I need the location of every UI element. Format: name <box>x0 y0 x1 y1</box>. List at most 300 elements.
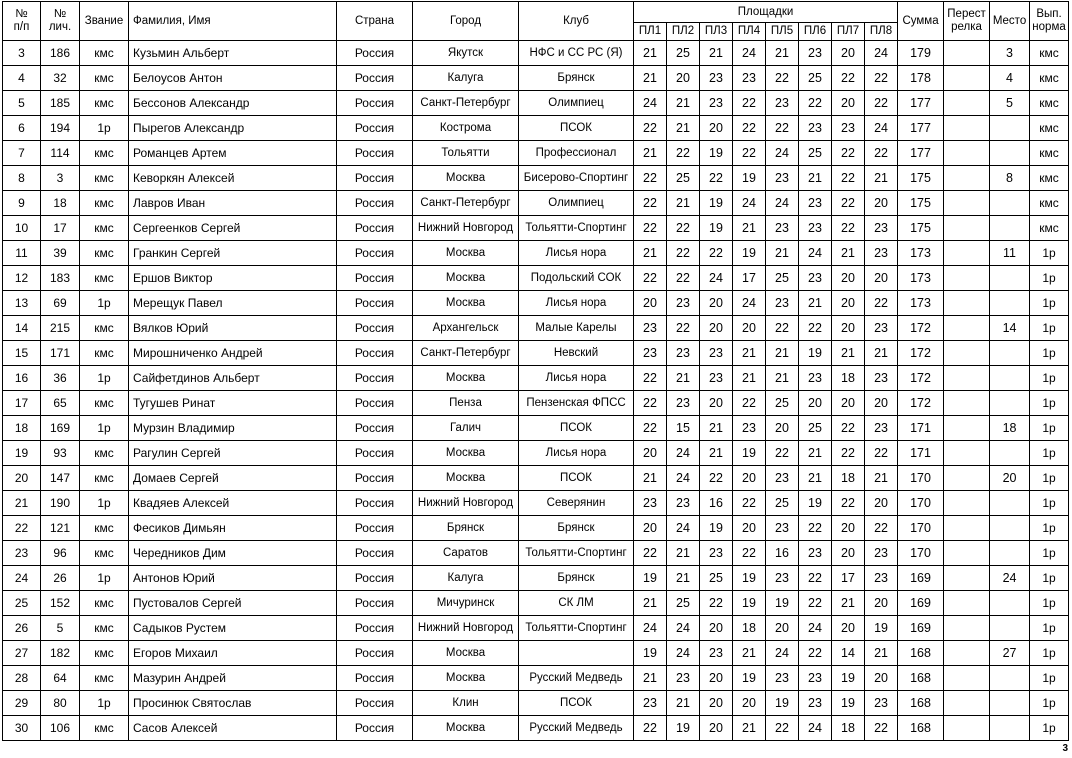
row-score-cell: 21 <box>634 41 667 66</box>
row-place-cell: 20 <box>990 466 1030 491</box>
row-place-cell: 11 <box>990 241 1030 266</box>
row-club-cell: Бисерово-Спортинг <box>519 166 634 191</box>
row-country-cell: Россия <box>337 91 413 116</box>
row-norm-cell: 1р <box>1030 541 1069 566</box>
row-score-cell: 22 <box>667 241 700 266</box>
row-score-cell: 22 <box>634 416 667 441</box>
table-row <box>3 491 1069 516</box>
row-score-cell: 22 <box>865 141 898 166</box>
table-row <box>3 416 1069 441</box>
row-score-cell: 22 <box>766 66 799 91</box>
row-shootoff-cell <box>944 716 990 741</box>
row-norm-cell: кмс <box>1030 41 1069 66</box>
header-num-text: № п/п <box>13 8 30 33</box>
row-norm-cell: кмс <box>1030 216 1069 241</box>
row-score-cell: 23 <box>634 316 667 341</box>
row-place-cell <box>990 216 1030 241</box>
row-place-cell <box>990 716 1030 741</box>
row-club-cell: Русский Медведь <box>519 666 634 691</box>
row-name-cell: Лавров Иван <box>129 191 337 216</box>
row-score-cell: 15 <box>667 416 700 441</box>
row-name-cell: Фесиков Димьян <box>129 516 337 541</box>
row-score-cell: 22 <box>832 141 865 166</box>
header-license <box>41 2 80 41</box>
row-score-cell: 21 <box>733 341 766 366</box>
row-score-cell: 23 <box>634 691 667 716</box>
row-score-cell: 19 <box>634 566 667 591</box>
row-name-cell: Пустовалов Сергей <box>129 591 337 616</box>
row-city-cell: Москва <box>413 441 519 466</box>
row-shootoff-cell <box>944 191 990 216</box>
row-city-cell: Архангельск <box>413 316 519 341</box>
row-score-cell: 22 <box>766 441 799 466</box>
row-city-cell: Пенза <box>413 391 519 416</box>
row-score-cell: 20 <box>700 116 733 141</box>
row-rank-cell: кмс <box>80 716 129 741</box>
row-sum-cell: 172 <box>898 341 944 366</box>
row-country-cell: Россия <box>337 141 413 166</box>
row-score-cell: 21 <box>865 166 898 191</box>
row-name-cell: Ершов Виктор <box>129 266 337 291</box>
row-score-cell: 23 <box>799 266 832 291</box>
row-name-cell: Кузьмин Альберт <box>129 41 337 66</box>
row-score-cell: 20 <box>799 391 832 416</box>
table-row <box>3 516 1069 541</box>
row-name-cell: Садыков Рустем <box>129 616 337 641</box>
row-score-cell: 23 <box>667 291 700 316</box>
row-license-cell: 183 <box>41 266 80 291</box>
row-shootoff-cell <box>944 91 990 116</box>
row-score-cell: 24 <box>667 466 700 491</box>
row-num-cell: 29 <box>3 691 41 716</box>
row-license-cell: 36 <box>41 366 80 391</box>
row-score-cell: 19 <box>832 691 865 716</box>
row-norm-cell: кмс <box>1030 116 1069 141</box>
row-score-cell: 25 <box>700 566 733 591</box>
row-sum-cell: 170 <box>898 541 944 566</box>
row-score-cell: 23 <box>700 66 733 91</box>
row-score-cell: 23 <box>799 666 832 691</box>
row-name-cell: Тугушев Ринат <box>129 391 337 416</box>
row-place-cell <box>990 516 1030 541</box>
row-country-cell: Россия <box>337 191 413 216</box>
row-score-cell: 22 <box>799 591 832 616</box>
row-score-cell: 19 <box>733 566 766 591</box>
row-club-cell: Русский Медведь <box>519 716 634 741</box>
table-row <box>3 91 1069 116</box>
row-score-cell: 24 <box>865 41 898 66</box>
header-shootoff <box>944 2 990 41</box>
row-score-cell: 21 <box>799 466 832 491</box>
row-score-cell: 24 <box>766 141 799 166</box>
row-score-cell: 23 <box>667 491 700 516</box>
row-score-cell: 24 <box>667 441 700 466</box>
row-sum-cell: 170 <box>898 516 944 541</box>
row-sum-cell: 172 <box>898 366 944 391</box>
row-score-cell: 21 <box>832 241 865 266</box>
table-row <box>3 666 1069 691</box>
row-rank-cell: кмс <box>80 541 129 566</box>
table-row <box>3 341 1069 366</box>
row-score-cell: 19 <box>799 491 832 516</box>
row-score-cell: 23 <box>733 416 766 441</box>
row-score-cell: 20 <box>700 691 733 716</box>
row-club-cell: Олимпиец <box>519 91 634 116</box>
row-sum-cell: 168 <box>898 691 944 716</box>
row-score-cell: 25 <box>667 166 700 191</box>
row-score-cell: 22 <box>700 166 733 191</box>
row-rank-cell: 1р <box>80 116 129 141</box>
row-score-cell: 21 <box>766 241 799 266</box>
row-score-cell: 23 <box>766 466 799 491</box>
row-score-cell: 25 <box>667 41 700 66</box>
row-city-cell: Брянск <box>413 516 519 541</box>
row-rank-cell: кмс <box>80 191 129 216</box>
header-sum: Сумма <box>898 2 944 41</box>
row-score-cell: 20 <box>700 391 733 416</box>
row-city-cell: Москва <box>413 266 519 291</box>
row-score-cell: 22 <box>799 641 832 666</box>
row-score-cell: 14 <box>832 641 865 666</box>
row-name-cell: Бессонов Александр <box>129 91 337 116</box>
row-score-cell: 24 <box>865 116 898 141</box>
row-score-cell: 21 <box>733 716 766 741</box>
row-score-cell: 23 <box>799 191 832 216</box>
row-num-cell: 16 <box>3 366 41 391</box>
row-score-cell: 19 <box>799 341 832 366</box>
row-norm-cell: кмс <box>1030 91 1069 116</box>
row-score-cell: 16 <box>766 541 799 566</box>
row-sum-cell: 172 <box>898 316 944 341</box>
row-place-cell <box>990 116 1030 141</box>
row-shootoff-cell <box>944 316 990 341</box>
row-name-cell: Просинюк Святослав <box>129 691 337 716</box>
row-score-cell: 22 <box>865 91 898 116</box>
row-score-cell: 18 <box>733 616 766 641</box>
row-shootoff-cell <box>944 541 990 566</box>
row-score-cell: 21 <box>832 591 865 616</box>
row-license-cell: 69 <box>41 291 80 316</box>
row-num-cell: 20 <box>3 466 41 491</box>
row-score-cell: 22 <box>700 466 733 491</box>
row-club-cell: Северянин <box>519 491 634 516</box>
results-table <box>2 1 1069 741</box>
row-score-cell: 18 <box>832 466 865 491</box>
row-shootoff-cell <box>944 416 990 441</box>
row-city-cell: Москва <box>413 291 519 316</box>
row-sum-cell: 173 <box>898 241 944 266</box>
row-score-cell: 20 <box>832 616 865 641</box>
row-score-cell: 21 <box>832 341 865 366</box>
row-license-cell: 190 <box>41 491 80 516</box>
row-rank-cell: кмс <box>80 141 129 166</box>
row-club-cell: Олимпиец <box>519 191 634 216</box>
row-norm-cell: 1р <box>1030 716 1069 741</box>
table-row <box>3 116 1069 141</box>
row-score-cell: 21 <box>667 366 700 391</box>
row-num-cell: 15 <box>3 341 41 366</box>
row-place-cell <box>990 591 1030 616</box>
table-row <box>3 216 1069 241</box>
row-score-cell: 23 <box>634 341 667 366</box>
row-country-cell: Россия <box>337 641 413 666</box>
row-score-cell: 20 <box>634 441 667 466</box>
row-score-cell: 23 <box>766 216 799 241</box>
row-score-cell: 21 <box>733 641 766 666</box>
table-row <box>3 366 1069 391</box>
row-score-cell: 24 <box>700 266 733 291</box>
row-city-cell: Якутск <box>413 41 519 66</box>
row-club-cell: ПСОК <box>519 691 634 716</box>
row-license-cell: 106 <box>41 716 80 741</box>
row-score-cell: 22 <box>667 141 700 166</box>
row-country-cell: Россия <box>337 716 413 741</box>
row-name-cell: Квадяев Алексей <box>129 491 337 516</box>
row-score-cell: 23 <box>700 541 733 566</box>
row-club-cell <box>519 641 634 666</box>
row-city-cell: Санкт-Петербург <box>413 191 519 216</box>
row-place-cell <box>990 191 1030 216</box>
row-country-cell: Россия <box>337 366 413 391</box>
row-score-cell: 21 <box>799 291 832 316</box>
row-score-cell: 24 <box>667 516 700 541</box>
row-score-cell: 21 <box>700 441 733 466</box>
row-name-cell: Кеворкян Алексей <box>129 166 337 191</box>
row-norm-cell: 1р <box>1030 641 1069 666</box>
row-score-cell: 23 <box>700 641 733 666</box>
row-place-cell: 14 <box>990 316 1030 341</box>
row-shootoff-cell <box>944 266 990 291</box>
row-score-cell: 17 <box>733 266 766 291</box>
header-stations: Площадки <box>634 2 898 23</box>
row-club-cell: СК ЛМ <box>519 591 634 616</box>
row-score-cell: 23 <box>865 216 898 241</box>
table-row <box>3 466 1069 491</box>
row-place-cell <box>990 291 1030 316</box>
row-score-cell: 22 <box>832 491 865 516</box>
row-license-cell: 194 <box>41 116 80 141</box>
table-row <box>3 41 1069 66</box>
header-station-5: ПЛ5 <box>766 23 799 41</box>
row-score-cell: 20 <box>667 66 700 91</box>
row-license-cell: 152 <box>41 591 80 616</box>
row-score-cell: 22 <box>865 516 898 541</box>
row-name-cell: Мурзин Владимир <box>129 416 337 441</box>
table-row <box>3 641 1069 666</box>
row-score-cell: 20 <box>733 316 766 341</box>
row-name-cell: Гранкин Сергей <box>129 241 337 266</box>
row-country-cell: Россия <box>337 266 413 291</box>
row-shootoff-cell <box>944 366 990 391</box>
row-score-cell: 18 <box>832 716 865 741</box>
row-score-cell: 24 <box>667 641 700 666</box>
row-norm-cell: 1р <box>1030 516 1069 541</box>
row-shootoff-cell <box>944 241 990 266</box>
row-norm-cell: 1р <box>1030 616 1069 641</box>
row-score-cell: 19 <box>700 191 733 216</box>
row-country-cell: Россия <box>337 541 413 566</box>
row-score-cell: 20 <box>700 616 733 641</box>
row-country-cell: Россия <box>337 516 413 541</box>
row-sum-cell: 178 <box>898 66 944 91</box>
row-shootoff-cell <box>944 216 990 241</box>
row-num-cell: 30 <box>3 716 41 741</box>
row-shootoff-cell <box>944 591 990 616</box>
table-row <box>3 141 1069 166</box>
row-score-cell: 22 <box>832 191 865 216</box>
row-club-cell: ПСОК <box>519 466 634 491</box>
row-place-cell <box>990 616 1030 641</box>
row-license-cell: 26 <box>41 566 80 591</box>
header-station-6: ПЛ6 <box>799 23 832 41</box>
row-country-cell: Россия <box>337 591 413 616</box>
row-num-cell: 28 <box>3 666 41 691</box>
row-score-cell: 21 <box>865 641 898 666</box>
row-country-cell: Россия <box>337 441 413 466</box>
row-norm-cell: 1р <box>1030 666 1069 691</box>
row-score-cell: 21 <box>733 366 766 391</box>
row-score-cell: 23 <box>766 91 799 116</box>
row-score-cell: 22 <box>766 316 799 341</box>
table-row <box>3 266 1069 291</box>
row-city-cell: Москва <box>413 716 519 741</box>
row-score-cell: 22 <box>634 366 667 391</box>
row-sum-cell: 168 <box>898 666 944 691</box>
row-score-cell: 24 <box>799 716 832 741</box>
row-rank-cell: кмс <box>80 66 129 91</box>
row-score-cell: 20 <box>832 91 865 116</box>
row-norm-cell: 1р <box>1030 566 1069 591</box>
row-country-cell: Россия <box>337 241 413 266</box>
row-sum-cell: 177 <box>898 91 944 116</box>
row-score-cell: 23 <box>700 341 733 366</box>
table-row <box>3 441 1069 466</box>
row-name-cell: Антонов Юрий <box>129 566 337 591</box>
row-city-cell: Санкт-Петербург <box>413 341 519 366</box>
row-score-cell: 21 <box>766 366 799 391</box>
row-score-cell: 16 <box>700 491 733 516</box>
row-score-cell: 20 <box>865 191 898 216</box>
row-norm-cell: 1р <box>1030 691 1069 716</box>
row-city-cell: Калуга <box>413 66 519 91</box>
row-score-cell: 23 <box>865 541 898 566</box>
row-score-cell: 24 <box>634 91 667 116</box>
table-row <box>3 191 1069 216</box>
row-score-cell: 22 <box>667 216 700 241</box>
header-name: Фамилия, Имя <box>129 2 337 41</box>
row-score-cell: 25 <box>799 141 832 166</box>
row-score-cell: 23 <box>799 216 832 241</box>
row-score-cell: 21 <box>700 416 733 441</box>
header-station-7: ПЛ7 <box>832 23 865 41</box>
table-row <box>3 166 1069 191</box>
row-score-cell: 22 <box>733 391 766 416</box>
row-name-cell: Сасов Алексей <box>129 716 337 741</box>
row-score-cell: 22 <box>799 91 832 116</box>
row-city-cell: Москва <box>413 666 519 691</box>
row-license-cell: 93 <box>41 441 80 466</box>
row-license-cell: 169 <box>41 416 80 441</box>
row-num-cell: 7 <box>3 141 41 166</box>
row-license-cell: 114 <box>41 141 80 166</box>
row-name-cell: Рагулин Сергей <box>129 441 337 466</box>
row-score-cell: 22 <box>634 391 667 416</box>
row-score-cell: 20 <box>865 266 898 291</box>
row-club-cell: Лисья нора <box>519 291 634 316</box>
row-club-cell: Невский <box>519 341 634 366</box>
row-name-cell: Мазурин Андрей <box>129 666 337 691</box>
row-sum-cell: 172 <box>898 391 944 416</box>
row-score-cell: 23 <box>799 116 832 141</box>
row-license-cell: 182 <box>41 641 80 666</box>
row-norm-cell: 1р <box>1030 241 1069 266</box>
row-score-cell: 19 <box>733 666 766 691</box>
row-score-cell: 22 <box>832 66 865 91</box>
row-score-cell: 23 <box>766 291 799 316</box>
row-place-cell: 24 <box>990 566 1030 591</box>
row-shootoff-cell <box>944 441 990 466</box>
row-score-cell: 19 <box>700 216 733 241</box>
row-name-cell: Домаев Сергей <box>129 466 337 491</box>
row-place-cell <box>990 341 1030 366</box>
row-sum-cell: 168 <box>898 716 944 741</box>
row-score-cell: 23 <box>865 566 898 591</box>
row-score-cell: 19 <box>700 141 733 166</box>
row-name-cell: Мерещук Павел <box>129 291 337 316</box>
row-score-cell: 20 <box>865 591 898 616</box>
row-country-cell: Россия <box>337 341 413 366</box>
row-score-cell: 19 <box>733 241 766 266</box>
row-sum-cell: 177 <box>898 116 944 141</box>
header-country: Страна <box>337 2 413 41</box>
row-club-cell: Брянск <box>519 566 634 591</box>
row-score-cell: 22 <box>733 91 766 116</box>
row-place-cell <box>990 441 1030 466</box>
row-score-cell: 19 <box>733 591 766 616</box>
row-score-cell: 21 <box>766 341 799 366</box>
row-license-cell: 32 <box>41 66 80 91</box>
row-club-cell: Брянск <box>519 516 634 541</box>
row-score-cell: 23 <box>766 516 799 541</box>
row-norm-cell: 1р <box>1030 466 1069 491</box>
row-score-cell: 22 <box>832 166 865 191</box>
row-score-cell: 24 <box>733 191 766 216</box>
row-score-cell: 22 <box>634 116 667 141</box>
row-license-cell: 3 <box>41 166 80 191</box>
row-rank-cell: кмс <box>80 466 129 491</box>
row-norm-cell: 1р <box>1030 491 1069 516</box>
row-shootoff-cell <box>944 666 990 691</box>
row-score-cell: 21 <box>634 66 667 91</box>
row-rank-cell: кмс <box>80 666 129 691</box>
header-norm-text: Вып. норма <box>1032 8 1066 33</box>
row-score-cell: 23 <box>733 66 766 91</box>
header-club: Клуб <box>519 2 634 41</box>
row-license-cell: 147 <box>41 466 80 491</box>
row-num-cell: 23 <box>3 541 41 566</box>
row-sum-cell: 169 <box>898 566 944 591</box>
row-name-cell: Сергеенков Сергей <box>129 216 337 241</box>
row-place-cell: 3 <box>990 41 1030 66</box>
row-num-cell: 13 <box>3 291 41 316</box>
row-score-cell: 20 <box>700 666 733 691</box>
row-score-cell: 22 <box>865 291 898 316</box>
row-score-cell: 23 <box>766 666 799 691</box>
row-score-cell: 18 <box>832 366 865 391</box>
row-score-cell: 23 <box>865 316 898 341</box>
row-score-cell: 23 <box>865 416 898 441</box>
table-row <box>3 616 1069 641</box>
